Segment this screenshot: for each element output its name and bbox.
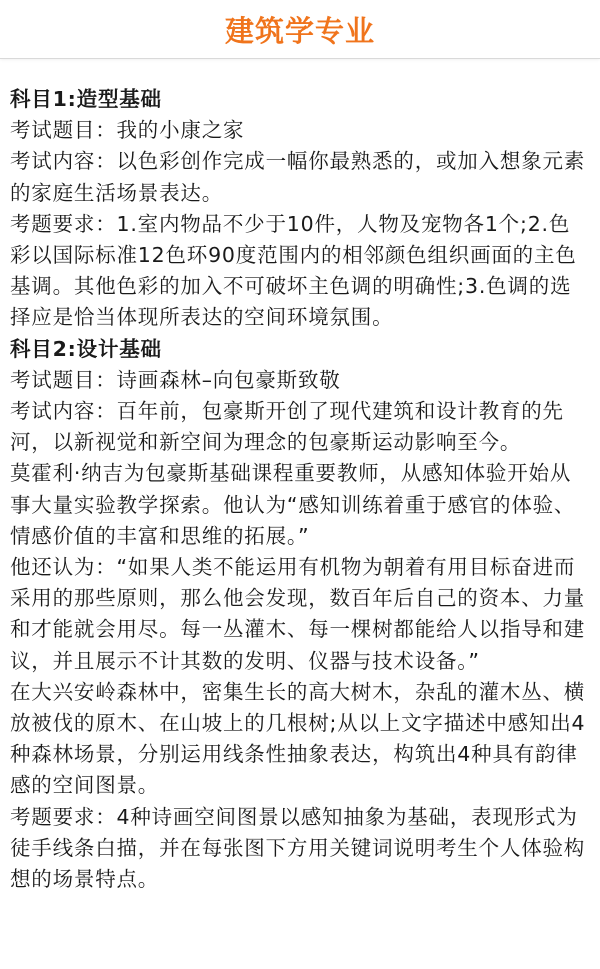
subject-1-exam-title: 考试题目：我的小康之家: [10, 118, 245, 143]
subject-2-paragraph: 莫霍利·纳吉为包豪斯基础课程重要教师，从感知体验开始从事大量实验教学探索。他认为“感知训练着重于感官的体验、情感价值的丰富和思维的拓展。”: [10, 461, 576, 548]
article-body: [0, 59, 600, 895]
subject-1-exam-content: 考试内容：以色彩创作完成一幅你最熟悉的，或加入想象元素的家庭生活场景表达。: [10, 149, 586, 205]
subject-2-paragraph: 考试内容：百年前，包豪斯开创了现代建筑和设计教育的先河，以新视觉和新空间为理念的包豪斯运动影响至今。: [10, 399, 564, 455]
subject-2-exam-requirements: 考题要求：4种诗画空间图景以感知抽象为基础，表现形式为徒手线条白描，并在每张图下方用关键词说明考生个人体验构想的场景特点。: [10, 804, 586, 892]
subject-2-heading: 科目2:设计基础: [10, 336, 162, 361]
subject-1-heading: 科目1:造型基础: [10, 87, 162, 111]
subject-1-exam-requirements: 考题要求：1.室内物品不少于10件，人物及宠物各1个;2.色彩以国际标准12色环90度范围内的相邻颜色组织画面的主色基调。其他色彩的加入不可破坏主色调的明确性;3.色调的选择应是恰当体现所表达的空间环境氛围。: [10, 211, 577, 330]
page-header: [0, 0, 600, 59]
subject-2-exam-title: 考试题目：诗画森林–向包豪斯致敬: [10, 367, 341, 392]
subject-2-paragraph: 他还认为：“如果人类不能运用有机物为朝着有用目标奋进而采用的那些原则，那么他会发现，数百年后自己的资本、力量和才能就会用尽。每一丛灌木、每一棵树都能给人以指导和建议，并且展示不计其数的发明、仪器与技术设备。”: [10, 555, 586, 673]
page-title: 建筑学专业: [224, 13, 375, 48]
subject-2-paragraph: 在大兴安岭森林中，密集生长的高大树木，杂乱的灌木丛、横放被伐的原木、在山坡上的几根树;从以上文字描述中感知出4种森林场景，分别运用线条性抽象表达，构筑出4种具有韵律感的空间图景。: [10, 679, 586, 798]
